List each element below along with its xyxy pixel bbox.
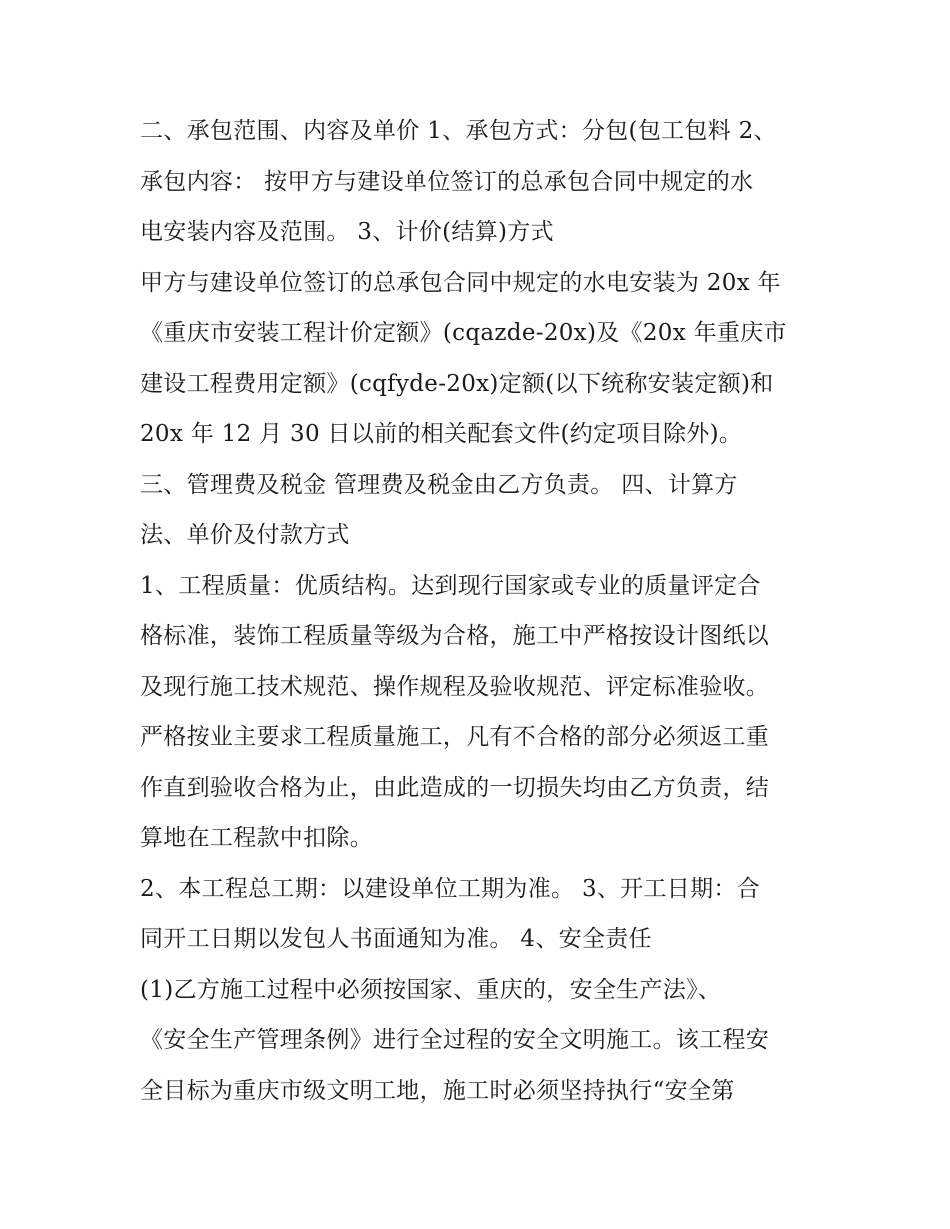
text-line: 1、工程质量：优质结构。达到现行国家或专业的质量评定合 (140, 572, 761, 599)
text-line: 承包内容： 按甲方与建设单位签订的总承包合同中规定的水 (140, 168, 754, 195)
text-line: 作直到验收合格为止，由此造成的一切损失均由乙方负责，结 (140, 774, 770, 801)
text-line: 《重庆市安装工程计价定额》(cqazde-20x)及《20x 年重庆市 (140, 320, 787, 346)
text-line: 2、本工程总工期：以建设单位工期为准。 3、开工日期：合 (140, 875, 760, 902)
document-body (140, 106, 820, 1116)
text-line: 甲方与建设单位签订的总承包合同中规定的水电安装为 20x 年 (140, 269, 781, 296)
text-line: 格标准，装饰工程质量等级为合格，施工中严格按设计图纸以 (140, 623, 770, 649)
text-line: 严格按业主要求工程质量施工，凡有不合格的部分必须返工重 (140, 724, 770, 750)
text-line: 法、单价及付款方式 (140, 522, 350, 548)
text-line: 20x 年 12 月 30 日以前的相关配套文件(约定项目除外)。 (140, 421, 743, 447)
text-line: (1)乙方施工过程中必须按国家、重庆的，安全生产法》、 (140, 976, 722, 1003)
text-line: 电安装内容及范围。 3、计价(结算)方式 (140, 219, 554, 245)
text-line: 及现行施工技术规范、操作规程及验收规范、评定标准验收。 (140, 673, 770, 700)
text-line: 三、管理费及税金 管理费及税金由乙方负责。 四、计算方 (140, 471, 738, 498)
text-line: 建设工程费用定额》(cqfyde-20x)定额(以下统称安装定额)和 (140, 370, 774, 397)
text-line: 二、承包范围、内容及单价 1、承包方式：分包(包工包料 2、 (140, 118, 777, 144)
text-line: 《安全生产管理条例》进行全过程的安全文明施工。该工程安 (140, 1027, 770, 1053)
text-line: 全目标为重庆市级文明工地，施工时必须坚持执行“安全第 (140, 1077, 735, 1104)
text-line: 同开工日期以发包人书面通知为准。 4、安全责任 (140, 926, 652, 952)
text-line: 算地在工程款中扣除。 (140, 825, 373, 851)
